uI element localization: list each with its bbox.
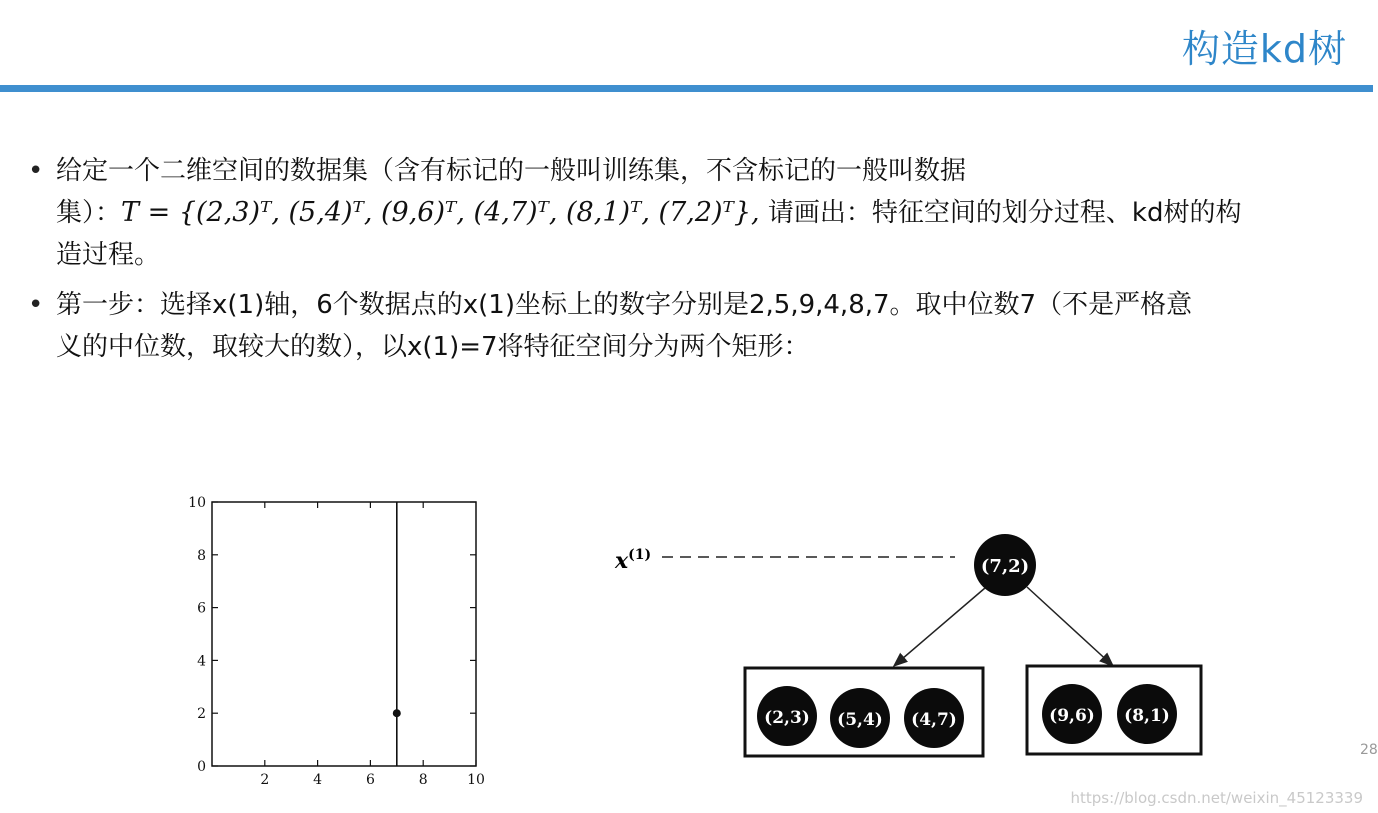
right-children [1042, 684, 1177, 744]
feature-space-plot [180, 485, 500, 795]
bullet-1-line2 [56, 192, 1348, 234]
watermark: https://blog.csdn.net/weixin_45123339 [1070, 789, 1363, 807]
y-tick-label: 8 [197, 547, 206, 564]
bullet-1-suffix: 请画出：特征空间的划分过程、kd树的构 [759, 198, 1242, 228]
bullet-2-text [56, 284, 1348, 368]
tree-node-label: (2,3) [764, 708, 810, 728]
x-tick-label: 6 [365, 772, 375, 788]
tree-edge-left [895, 588, 985, 665]
title-bar [0, 85, 1373, 92]
bullet-1 [28, 150, 1348, 276]
bullet-1-text [56, 150, 1348, 276]
bullet-list [28, 150, 1348, 376]
y-tick-label: 0 [197, 759, 206, 775]
bullet-1-prefix: 集）： [56, 198, 122, 228]
bullet-dot: • [28, 290, 44, 320]
plot-marks [393, 502, 401, 766]
page-number: 28 [1360, 742, 1378, 758]
x-tick-label: 4 [313, 772, 323, 788]
dataset-formula: T = {(2,3)ᵀ, (5,4)ᵀ, (9,6)ᵀ, (4,7)ᵀ, (8,1)ᵀ, (7,2)ᵀ}, [121, 197, 760, 228]
slide-title: 构造kd树 [1181, 27, 1347, 71]
axis-label-sup: (1) [628, 547, 652, 563]
x-tick-label: 10 [467, 772, 485, 788]
x-tick-label: 8 [418, 772, 428, 788]
kd-tree-diagram [600, 525, 1220, 770]
tree-edge-right [1027, 587, 1112, 665]
bullet-2-line2: 义的中位数，取较大的数），以x(1)=7将特征空间分为两个矩形： [56, 332, 810, 362]
tree-node-label: (5,4) [837, 710, 883, 730]
y-tick-label: 2 [197, 706, 206, 723]
bullet-2-line1: 第一步：选择x(1)轴，6个数据点的x(1)坐标上的数字分别是2,5,9,4,8,7。取中位数7（不是严格意 [56, 290, 1193, 320]
tree-node-label: (9,6) [1049, 706, 1095, 726]
x-tick-label: 2 [260, 772, 270, 788]
y-tick-label: 6 [197, 600, 206, 617]
plot-frame [212, 502, 476, 766]
y-tick-label: 4 [197, 653, 206, 670]
left-children [757, 686, 964, 748]
bullet-dot: • [28, 156, 44, 186]
y-tick-label: 10 [188, 495, 206, 511]
tree-node-label: (4,7) [911, 710, 957, 730]
tree-node-root-label: (7,2) [980, 556, 1030, 577]
bullet-1-line1: 给定一个二维空间的数据集（含有标记的一般叫训练集，不含标记的一般叫数据 [56, 156, 967, 186]
plot-axes [212, 502, 476, 766]
data-point [393, 709, 401, 717]
plot-ticks [188, 495, 485, 788]
bullet-2 [28, 284, 1348, 368]
tree-node-label: (8,1) [1124, 706, 1170, 726]
bullet-1-line3: 造过程。 [56, 240, 161, 270]
axis-label: $x^{(1)}$ [615, 547, 652, 574]
